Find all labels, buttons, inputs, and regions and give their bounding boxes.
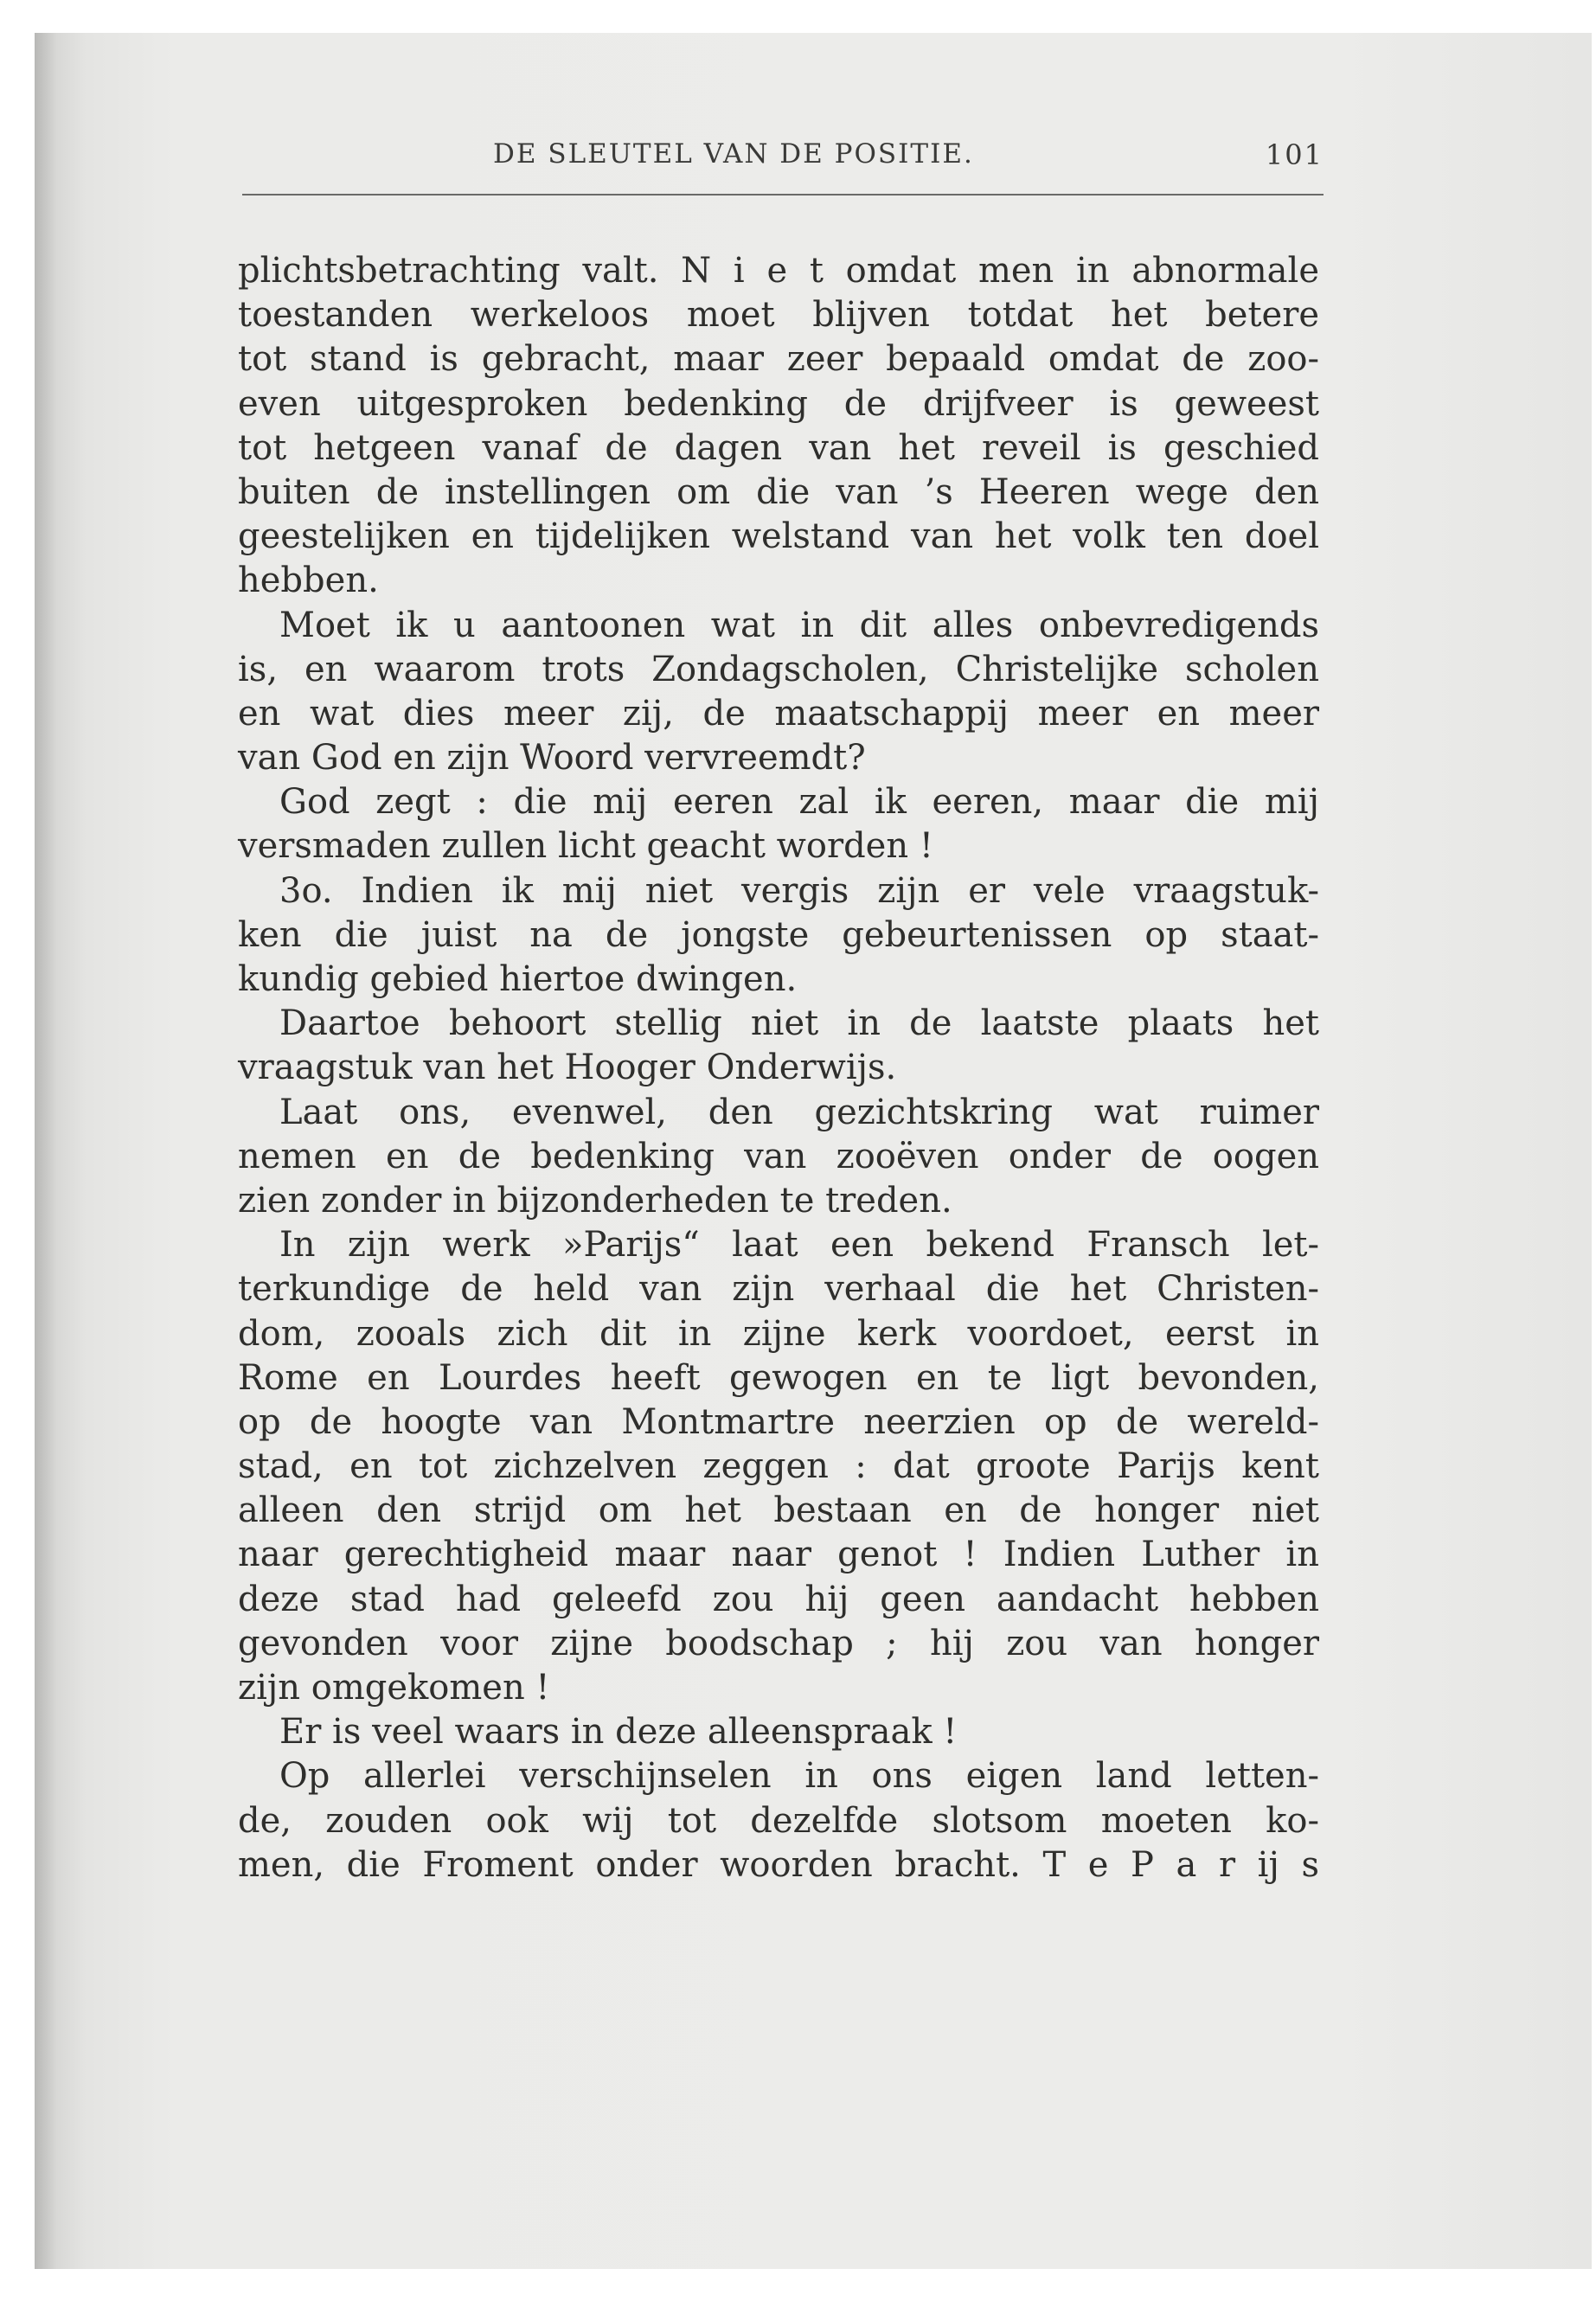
page-number: 101 xyxy=(1265,138,1324,171)
text-line: de, zouden ook wij tot dezelfde slotsom moeten ko- xyxy=(238,1800,1319,1841)
page-edge-shadow xyxy=(35,33,57,2269)
text-line: deze stad had geleefd zou hij geen aandacht hebben xyxy=(238,1579,1319,1619)
text-line: buiten de instellingen om die van ’s Heeren wege den xyxy=(238,471,1319,512)
text-line: gevonden voor zijne boodschap ; hij zou van honger xyxy=(238,1623,1319,1663)
text-line: ken die juist na de jongste gebeurtenissen op staat- xyxy=(238,914,1319,955)
text-line: op de hoogte van Montmartre neerzien op de wereld- xyxy=(238,1401,1319,1442)
text-line: en wat dies meer zij, de maatschappij meer en meer xyxy=(238,693,1319,734)
text-line: nemen en de bedenking van zooëven onder de oogen xyxy=(238,1136,1319,1176)
text-line: is, en waarom trots Zondagscholen, Christelijke scholen xyxy=(238,649,1319,689)
text-line: kundig gebied hiertoe dwingen. xyxy=(238,959,798,999)
text-line: naar gerechtigheid maar naar genot ! Indien Luther in xyxy=(238,1535,1319,1575)
header-rule xyxy=(242,194,1324,195)
text-line: stad, en tot zichzelven zeggen : dat groote Parijs kent xyxy=(238,1446,1319,1487)
text-line: hebben. xyxy=(238,561,379,601)
page-header xyxy=(225,102,1324,197)
text-line: Moet ik u aantoonen wat in dit alles onbevredigends xyxy=(279,605,1319,645)
text-line: geestelijken en tijdelijken welstand van het volk ten doel xyxy=(238,516,1319,557)
text-line: 3o. Indien ik mij niet vergis zijn er vele vraagstuk- xyxy=(279,870,1319,911)
text-line: tot hetgeen vanaf de dagen van het reveil is geschied xyxy=(238,427,1319,468)
text-line: van God en zijn Woord vervreemdt? xyxy=(238,738,866,779)
text-line: alleen den strijd om het bestaan en de honger niet xyxy=(238,1490,1319,1531)
text-line: plichtsbetrachting valt. N i e t omdat men in abnormale xyxy=(238,251,1319,291)
text-line: God zegt : die mij eeren zal ik eeren, maar die mij xyxy=(279,782,1319,823)
text-line: versmaden zullen licht geacht worden ! xyxy=(238,826,933,867)
text-line: zien zonder in bijzonderheden te treden. xyxy=(238,1180,952,1221)
text-line: terkundige de held van zijn verhaal die het Christen- xyxy=(238,1269,1319,1310)
text-line: toestanden werkeloos moet blijven totdat het betere xyxy=(238,295,1319,336)
text-line: men, die Froment onder woorden bracht. T e P a r ij s xyxy=(238,1844,1319,1885)
text-line: Laat ons, evenwel, den gezichtskring wat ruimer xyxy=(279,1092,1319,1132)
text-line: dom, zooals zich dit in zijne kerk voordoet, eerst in xyxy=(238,1313,1319,1354)
text-line: Daartoe behoort stellig niet in de laatste plaats het xyxy=(279,1003,1319,1044)
text-line: tot stand is gebracht, maar zeer bepaald omdat de zoo- xyxy=(238,339,1319,380)
text-line: even uitgesproken bedenking de drijfveer is geweest xyxy=(238,383,1319,424)
text-line: Rome en Lourdes heeft gewogen en te ligt bevonden, xyxy=(238,1357,1319,1398)
text-line: Er is veel waars in deze alleenspraak ! xyxy=(279,1712,958,1753)
text-line: In zijn werk »Parijs“ laat een bekend Fransch let- xyxy=(279,1225,1319,1266)
text-line: zijn omgekomen ! xyxy=(238,1668,550,1708)
text-line: vraagstuk van het Hooger Onderwijs. xyxy=(238,1048,897,1088)
text-line: Op allerlei verschijnselen in ons eigen land letten- xyxy=(279,1756,1319,1797)
body-text xyxy=(238,249,1319,1888)
running-title: DE SLEUTEL VAN DE POSITIE. xyxy=(493,138,974,170)
